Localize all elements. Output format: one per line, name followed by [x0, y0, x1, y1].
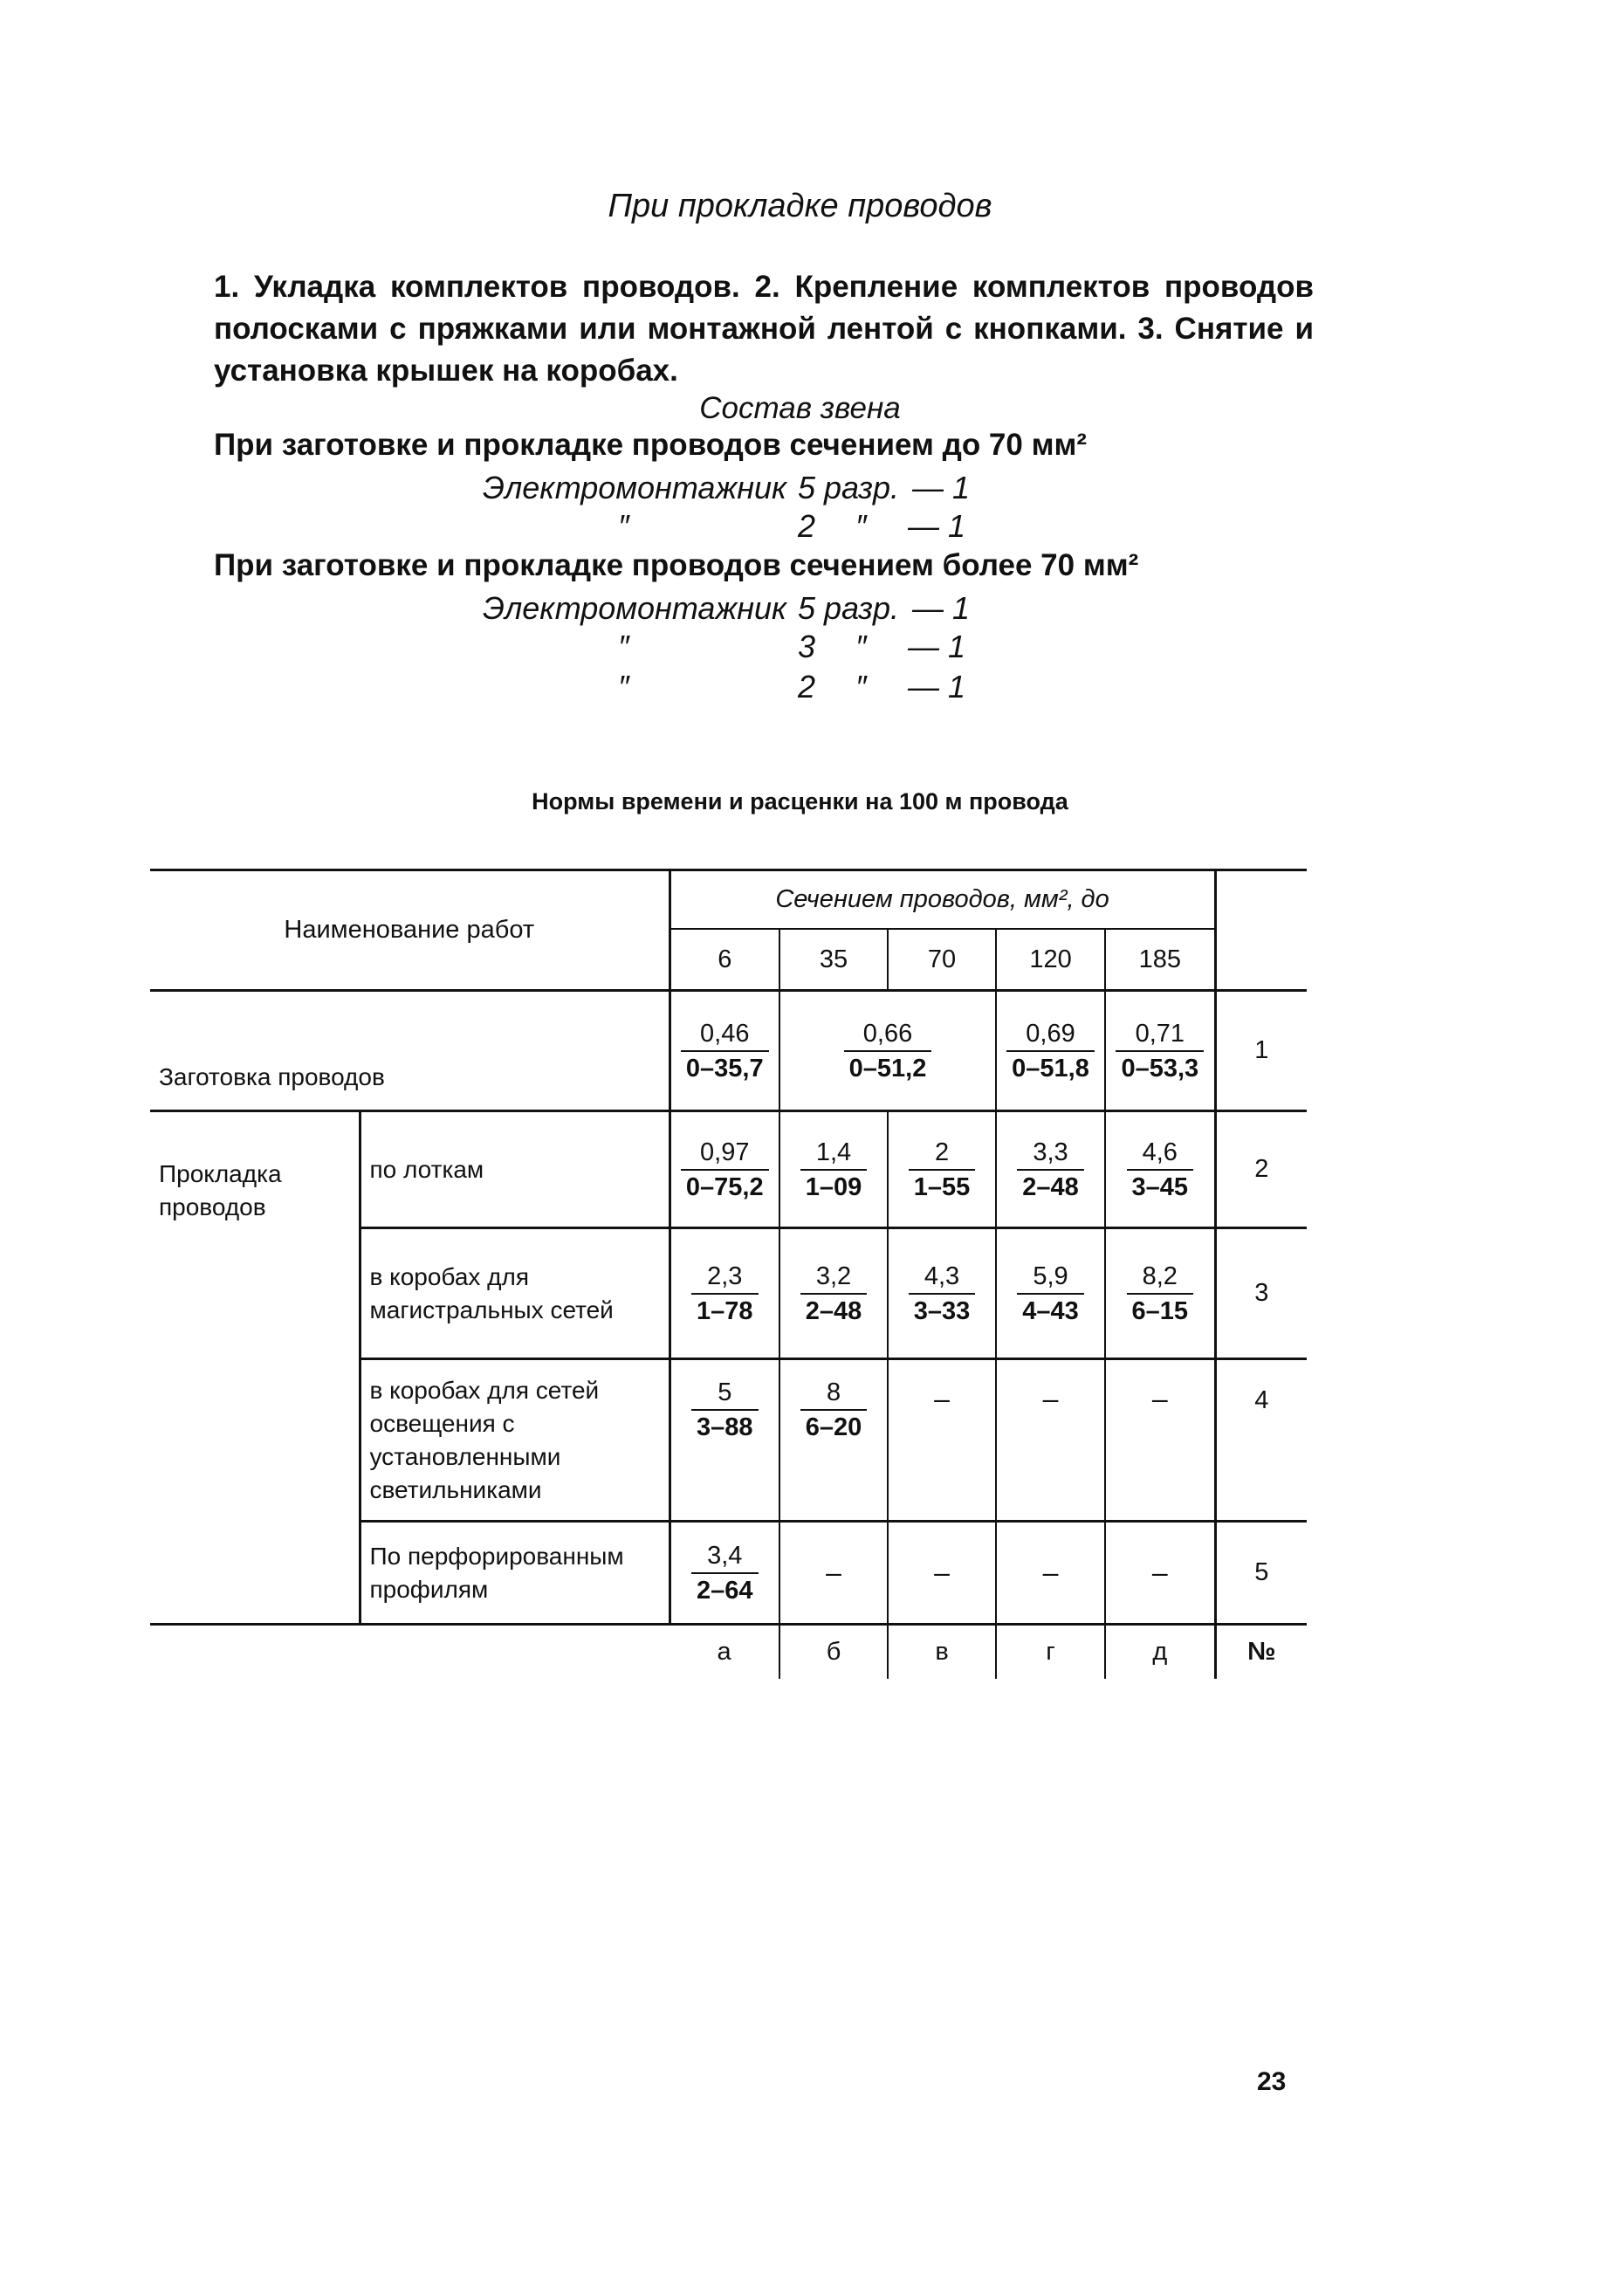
column-index: №: [1247, 1637, 1276, 1666]
norm-value: 3,2: [800, 1260, 868, 1295]
crew-grade: 2: [798, 669, 816, 705]
column-index: д: [1105, 1625, 1215, 1679]
table-row: [150, 991, 1307, 1111]
column-index: а: [670, 1625, 779, 1679]
rate-value: 3–33: [913, 1296, 971, 1325]
crew-grade: 2: [798, 508, 816, 544]
empty-dash: –: [888, 1522, 996, 1625]
rate-value: 0–75,2: [685, 1172, 764, 1201]
row-group-name: Прокладка проводов: [150, 1111, 360, 1625]
crew-ditto: ″: [855, 629, 867, 664]
column-index: б: [779, 1625, 888, 1679]
row-number: 3: [1215, 1228, 1307, 1359]
norm-value: 1,4: [800, 1136, 868, 1171]
norm-value: 4,6: [1127, 1136, 1194, 1171]
table-row: [150, 1111, 1307, 1228]
column-index-row: [150, 1625, 1307, 1679]
norm-value: 2,3: [691, 1260, 759, 1295]
empty-dash: –: [888, 1359, 996, 1522]
rate-value: 3–88: [697, 1413, 753, 1441]
norm-value: 0,69: [1006, 1017, 1095, 1052]
rate-value: 6–20: [805, 1413, 862, 1441]
crew-count: — 1: [908, 629, 966, 664]
crew-title: Состав звена: [699, 391, 901, 425]
rate-value: 1–55: [913, 1172, 971, 1201]
crew-profession: ″: [618, 508, 629, 544]
size-header: 35: [779, 929, 888, 991]
row-number: 1: [1215, 991, 1307, 1111]
column-index: г: [996, 1625, 1105, 1679]
crew-group-1-heading: При заготовке и прокладке проводов сечением до 70 мм²: [214, 428, 1088, 462]
rate-value: 0–35,7: [685, 1054, 764, 1083]
crew-ditto: ″: [855, 508, 867, 544]
crew-profession: Электромонтажник: [483, 470, 787, 505]
row-name: По перфорированным профилям: [360, 1522, 670, 1625]
row-number: 5: [1215, 1522, 1307, 1625]
section-title: При прокладке проводов: [608, 188, 992, 224]
rate-value: 0–51,2: [848, 1054, 927, 1083]
crew-profession: Электромонтажник: [483, 590, 787, 626]
norm-value: 3,3: [1017, 1136, 1084, 1171]
crew-grade: 3: [798, 629, 816, 664]
norm-value: 2: [909, 1136, 976, 1171]
crew-group-2-heading: При заготовке и прокладке проводов сечением более 70 мм²: [214, 548, 1139, 582]
table-title: Нормы времени и расценки на 100 м провода: [532, 788, 1068, 815]
rate-value: 2–48: [1022, 1172, 1079, 1201]
crew-ditto: ″: [855, 669, 867, 705]
norm-value: 0,66: [844, 1017, 932, 1052]
page-number: 23: [1257, 2067, 1287, 2096]
row-name: Заготовка проводов: [150, 991, 670, 1111]
norm-value: 4,3: [909, 1260, 976, 1295]
size-header: 6: [670, 929, 779, 991]
crew-group-2-row-3: [0, 669, 1600, 711]
crew-count: — 1: [912, 590, 971, 626]
rate-value: 3–45: [1131, 1172, 1189, 1201]
header-name: Наименование работ: [150, 870, 670, 991]
norm-value: 8,2: [1127, 1260, 1194, 1295]
rate-value: 1–78: [697, 1296, 753, 1325]
norms-table: [150, 869, 1307, 1679]
rate-value: 0–53,3: [1121, 1054, 1199, 1083]
crew-group-2-row-1: [0, 590, 1600, 632]
crew-count: — 1: [908, 669, 966, 705]
size-header: 120: [996, 929, 1105, 991]
norm-value: 0,97: [681, 1136, 769, 1171]
crew-group-2-row-2: [0, 629, 1600, 670]
norm-value: 3,4: [691, 1539, 759, 1574]
crew-count: — 1: [908, 508, 966, 544]
row-number: 4: [1215, 1359, 1307, 1522]
crew-grade: 5 разр.: [798, 590, 900, 626]
row-name: по лоткам: [360, 1111, 670, 1228]
crew-profession: ″: [618, 669, 629, 705]
empty-dash: –: [996, 1359, 1105, 1522]
empty-dash: –: [779, 1522, 888, 1625]
rate-value: 2–48: [805, 1296, 862, 1325]
norm-value: 5,9: [1017, 1260, 1084, 1295]
header-section: Сечением проводов, мм², до: [670, 870, 1215, 930]
size-header: 70: [888, 929, 996, 991]
norm-value: 0,46: [681, 1017, 769, 1052]
crew-profession: ″: [618, 629, 629, 664]
work-steps-paragraph: 1. Укладка комплектов проводов. 2. Крепление комплектов проводов полосками с пряжками или монтажной лентой с кнопками. 3. Снятие и установка крышек на коробах.: [214, 270, 1314, 388]
crew-grade: 5 разр.: [798, 470, 900, 505]
column-index: в: [888, 1625, 996, 1679]
rate-value: 2–64: [697, 1576, 753, 1605]
rate-value: 6–15: [1131, 1296, 1189, 1325]
norm-value: 0,71: [1116, 1017, 1204, 1052]
size-header: 185: [1105, 929, 1215, 991]
norm-value: 5: [691, 1376, 759, 1411]
norm-value: 8: [800, 1376, 868, 1411]
crew-group-1-row-1: [0, 470, 1600, 512]
empty-dash: –: [1105, 1359, 1215, 1522]
rate-value: 0–51,8: [1012, 1054, 1089, 1083]
empty-dash: –: [1105, 1522, 1215, 1625]
rate-value: 4–43: [1022, 1296, 1079, 1325]
row-number: 2: [1215, 1111, 1307, 1228]
crew-count: — 1: [912, 470, 971, 505]
empty-dash: –: [996, 1522, 1105, 1625]
row-name: в коробах для сетей освещения с установленными светильниками: [360, 1359, 670, 1522]
rate-value: 1–09: [805, 1172, 862, 1201]
row-name: в коробах для магистральных сетей: [360, 1228, 670, 1359]
crew-group-1-row-2: [0, 508, 1600, 550]
